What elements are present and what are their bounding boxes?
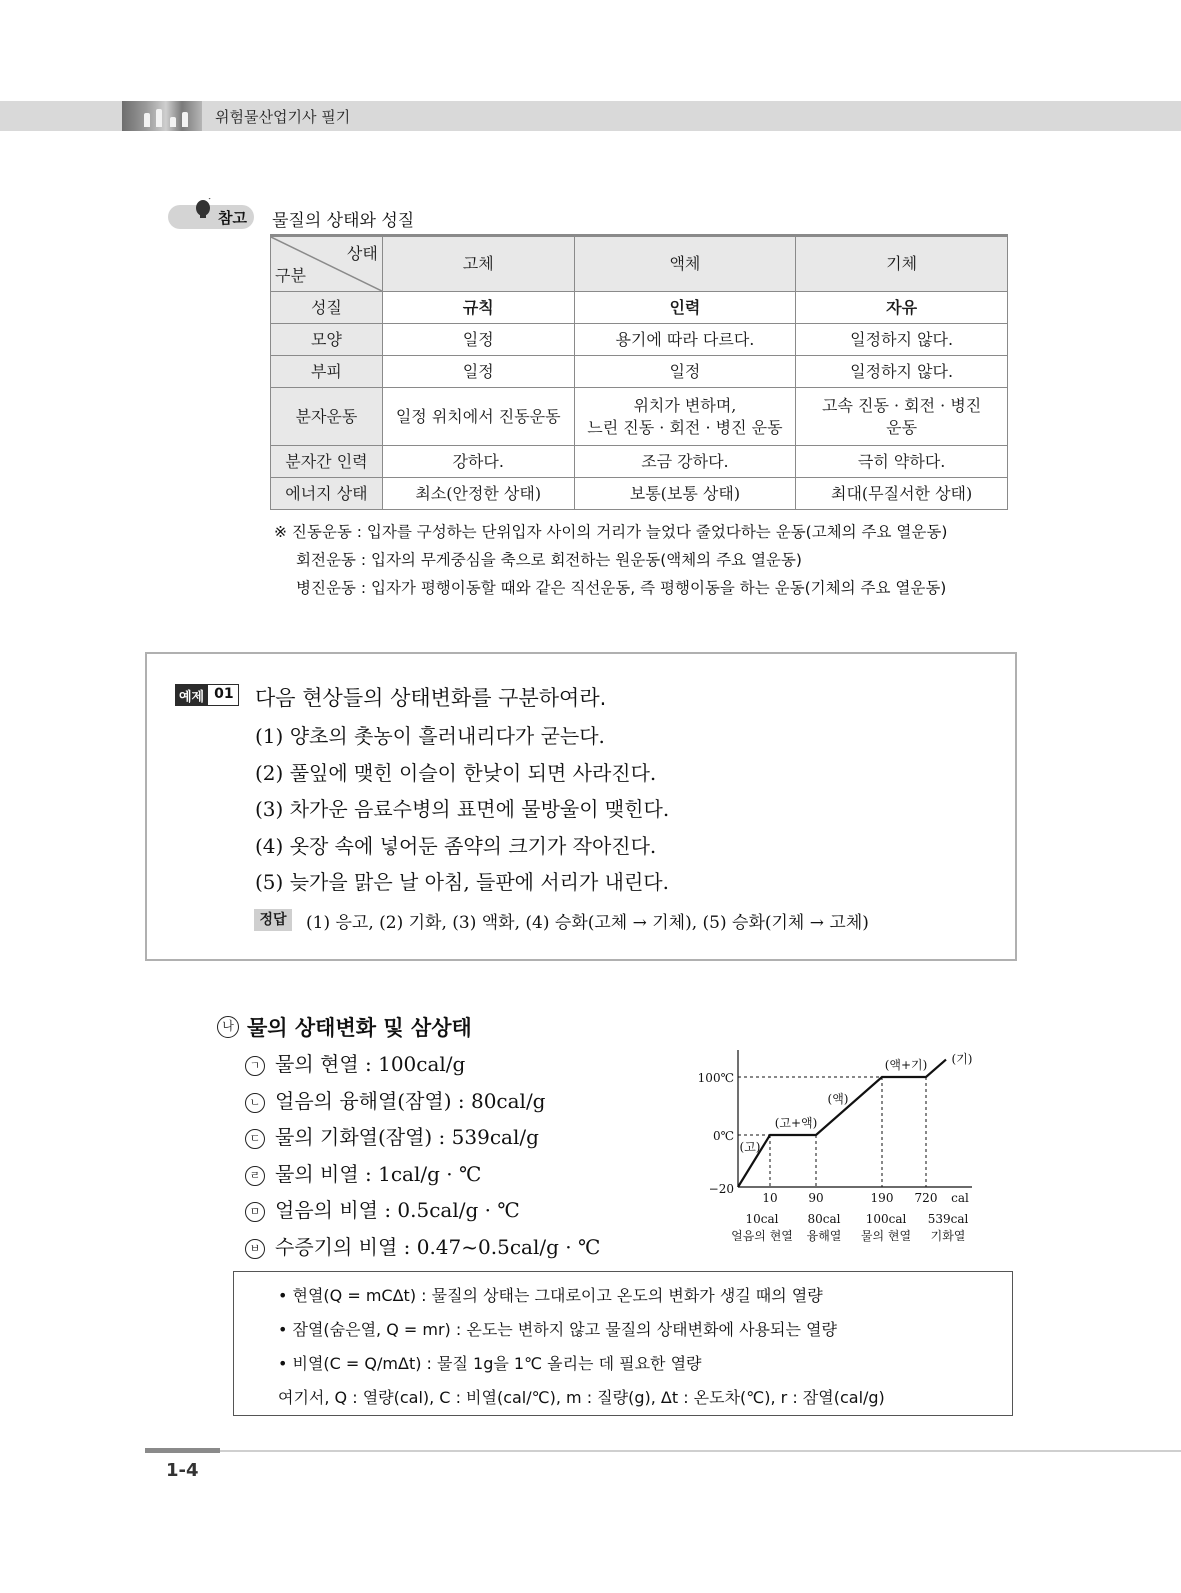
table-cell: 일정 [574, 356, 796, 388]
definitions-list [278, 1279, 885, 1415]
phase-label: (고+액) [774, 1116, 818, 1130]
item-marker: ㄹ [245, 1166, 265, 1186]
item-marker: ㄷ [245, 1129, 265, 1149]
table-cell: 극히 약하다. [796, 446, 1008, 478]
x-tick-label: 90 [808, 1191, 824, 1205]
cell-line: 고속 진동 · 회전 · 병진 [822, 395, 982, 415]
column-header: 기체 [796, 236, 1008, 292]
header-title: 위험물산업기사 필기 [215, 108, 351, 126]
section-marker: 나 [217, 1016, 239, 1038]
table-cell: 일정하지 않다. [796, 324, 1008, 356]
list-item [245, 1119, 600, 1156]
definition-line: • 비열(C = Q/mΔt) : 물질 1g을 1℃ 올리는 데 필요한 열량 [278, 1354, 702, 1373]
corner-top-label: 상태 [346, 244, 378, 263]
reference-title: 물질의 상태와 성질 [272, 211, 415, 231]
list-item: (5) 늦가을 맑은 날 아침, 들판에 서리가 내린다. [255, 870, 669, 894]
table-row [271, 388, 1008, 446]
table-row [271, 292, 1008, 324]
table-cell [574, 388, 796, 446]
item-text: 얼음의 비열 : 0.5cal/g · ℃ [275, 1198, 520, 1222]
phase-label: (고) [739, 1140, 761, 1154]
segment-value: 100cal [865, 1212, 907, 1226]
item-text: 물의 현열 : 100cal/g [275, 1052, 466, 1076]
x-tick-label: 10 [762, 1191, 778, 1205]
list-item [245, 1229, 600, 1266]
table-cell: 최대(무질서한 상태) [796, 478, 1008, 510]
item-marker: ㅁ [245, 1202, 265, 1222]
states-table [270, 234, 1008, 510]
row-header: 에너지 상태 [271, 478, 383, 510]
corner-bottom-label: 구분 [275, 266, 306, 285]
row-header: 분자운동 [271, 388, 383, 446]
footer-line [145, 1450, 1181, 1452]
reference-label: 참고 [218, 209, 247, 227]
definition-line: 여기서, Q : 열량(cal), C : 비열(cal/℃), m : 질량(g), Δt : 온도차(℃), r : 잠열(cal/g) [278, 1388, 885, 1407]
example-badge [175, 684, 239, 706]
table-cell: 조금 강하다. [574, 446, 796, 478]
segment-value: 539cal [927, 1212, 969, 1226]
table-row [271, 478, 1008, 510]
y-tick-label: 0℃ [712, 1129, 734, 1143]
lightbulb-icon [192, 198, 214, 220]
column-header: 고체 [382, 236, 574, 292]
item-text: 얼음의 융해열(잠열) : 80cal/g [275, 1088, 546, 1113]
section-title: 물의 상태변화 및 삼상태 [247, 1015, 472, 1040]
x-tick-label: 190 [870, 1191, 894, 1205]
list-item [245, 1083, 600, 1120]
segment-name: 융해열 [806, 1229, 842, 1243]
definition-line: • 잠열(숨은열, Q = mr) : 온도는 변하지 않고 물질의 상태변화에 사용되는 열량 [278, 1320, 837, 1339]
answer-text: (1) 응고, (2) 기화, (3) 액화, (4) 승화(고체 → 기체), (5) 승화(기체 → 고체) [306, 913, 869, 933]
cell-line: 위치가 변하며, [633, 395, 737, 415]
column-header: 액체 [574, 236, 796, 292]
phase-label: (액) [827, 1092, 849, 1106]
list-item [245, 1156, 600, 1193]
list-item: (3) 차가운 음료수병의 표면에 물방울이 맺힌다. [255, 797, 670, 821]
segment-name: 기화열 [930, 1229, 966, 1243]
list-item [245, 1192, 600, 1229]
example-number: 01 [207, 684, 238, 706]
x-tick-label: 720 [914, 1191, 938, 1205]
motion-notes [274, 518, 947, 602]
definition-line: • 현열(Q = mCΔt) : 물질의 상태는 그대로이고 온도의 변화가 생길 때의 열량 [278, 1286, 823, 1305]
row-header: 성질 [271, 292, 383, 324]
x-axis-unit: cal [951, 1191, 969, 1205]
page-number: 1-4 [166, 1460, 199, 1481]
table-corner-cell [271, 236, 383, 292]
item-text: 수증기의 비열 : 0.47~0.5cal/g · ℃ [275, 1234, 601, 1259]
table-header-row [271, 236, 1008, 292]
item-text: 물의 기화열(잠열) : 539cal/g [275, 1125, 539, 1149]
answer-badge: 정답 [254, 909, 292, 931]
table-row [271, 356, 1008, 388]
item-text: 물의 비열 : 1cal/g · ℃ [275, 1161, 482, 1186]
example-items [255, 718, 669, 901]
table-cell [796, 388, 1008, 446]
example-badge-label: 예제 [175, 684, 207, 706]
note-line: ※ 진동운동 : 입자를 구성하는 단위입자 사이의 거리가 늘었다 줄었다하는 운동(고체의 주요 열운동) [274, 523, 948, 541]
table-cell: 일정 [382, 324, 574, 356]
table-cell: 인력 [574, 292, 796, 324]
segment-value: 80cal [807, 1212, 841, 1226]
list-item: (1) 양초의 촛농이 흘러내리다가 굳는다. [255, 724, 605, 748]
list-item [245, 1046, 600, 1083]
table-cell: 일정 [382, 356, 574, 388]
footer-accent [145, 1448, 220, 1453]
list-item: (2) 풀잎에 맺힌 이슬이 한낮이 되면 사라진다. [255, 760, 657, 785]
table-cell: 규칙 [382, 292, 574, 324]
note-line: 병진운동 : 입자가 평행이동할 때와 같은 직선운동, 즉 평행이동을 하는 운동(기체의 주요 열운동) [296, 579, 947, 597]
y-tick-label: 100℃ [697, 1071, 734, 1085]
list-item: (4) 옷장 속에 넣어둔 좀약의 크기가 작아진다. [255, 833, 657, 858]
y-tick-label: −20 [708, 1182, 734, 1196]
table-cell: 최소(안정한 상태) [382, 478, 574, 510]
cell-line: 느린 진동 · 회전 · 병진 운동 [587, 417, 783, 437]
table-row [271, 446, 1008, 478]
table-cell: 보통(보통 상태) [574, 478, 796, 510]
table-cell: 일정 위치에서 진동운동 [382, 388, 574, 446]
table-cell: 강하다. [382, 446, 574, 478]
item-marker: ㄱ [245, 1056, 265, 1076]
segment-name: 물의 현열 [860, 1229, 912, 1243]
header-image [122, 101, 202, 131]
table-cell: 일정하지 않다. [796, 356, 1008, 388]
example-question: 다음 현상들의 상태변화를 구분하여라. [255, 686, 607, 710]
row-header: 모양 [271, 324, 383, 356]
row-header: 분자간 인력 [271, 446, 383, 478]
table-row [271, 324, 1008, 356]
segment-value: 10cal [745, 1212, 779, 1226]
table-cell: 자유 [796, 292, 1008, 324]
facts-list [245, 1046, 600, 1265]
heating-curve-line [738, 1060, 946, 1187]
row-header: 부피 [271, 356, 383, 388]
table-cell: 용기에 따라 다르다. [574, 324, 796, 356]
phase-label: (기) [951, 1052, 973, 1066]
segment-name: 얼음의 현열 [731, 1229, 793, 1243]
note-line: 회전운동 : 입자의 무게중심을 축으로 회전하는 원운동(액체의 주요 열운동) [296, 551, 802, 569]
item-marker: ㅂ [245, 1239, 265, 1259]
cell-line: 운동 [886, 417, 918, 437]
item-marker: ㄴ [245, 1093, 265, 1113]
phase-label: (액+기) [884, 1058, 928, 1072]
heating-curve-chart [690, 1045, 990, 1255]
